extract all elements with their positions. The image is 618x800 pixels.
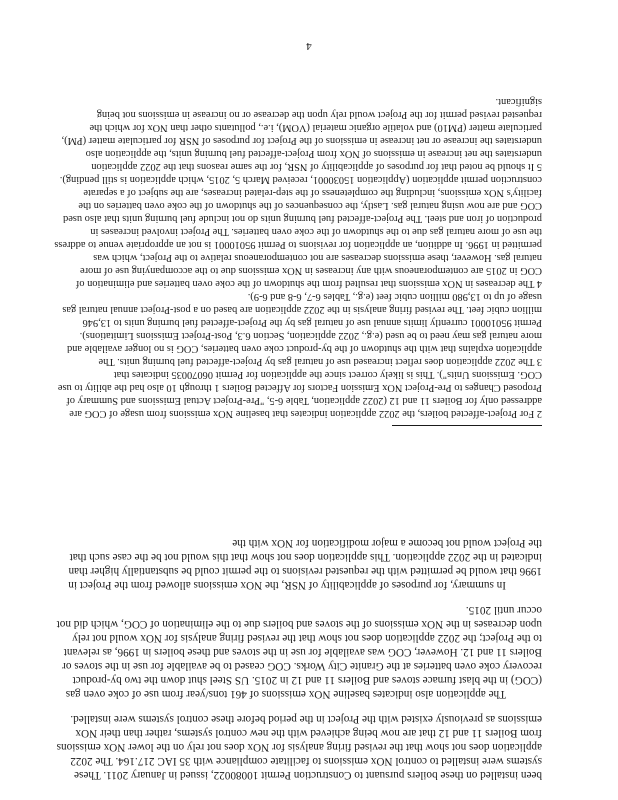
footnote-2: 2 For Project-affected boilers, the 2022 application indicates that baseline NOx emissions from usage of COG are addressed only for Boilers 11 and 12 (2022 application, Table 6-5, "Pre-Project Actual Emissions and Summary of Proposed Changes to Pre-Project NOx Emission Factors for Affected Boilers 1 through 10 also had the ability to use COG. Emissions Units"). This is likely correct since the application for Permit 06070035 indicates that	[57, 369, 542, 419]
body-paragraph-1: been installed on these boilers pursuant to Construction Permit 10080022, issued in January 2011. These systems were installed to control NOx emissions to facilitate compliance with 35 IAC 217.164. The 2022 application does not show that the revised firing analysis for NOx does not rely on the lower NOx emissions from Boilers 11 and 12 that are now being achieved with the new control systems, rather than their NOx emissions as previously existed with the Project in the period before these control systems were installed.	[56, 713, 542, 781]
body-paragraph-3: In summary, for purposes of applicability of NSR, the NOx emissions allowed from the Project in 1996 that would be permitted with the requested revisions to the permit could be substantially higher than indicated in the 2022 application. This application does not show that this would not be the case such that the Project would not become a major modification for NOx with the	[68, 537, 542, 591]
footnote-4: 4 The decreases in NOx emissions that resulted from the shutdown of the coke oven batteries and elimination of COG in 2015 are contemporaneous with any increases in NOx emissions due to the accompanying use of more natural gas. However, these emissions decreases are not contemporaneous relative to the Project, which was permitted in 1996. In addition, an application for revisions to Permit 95010001 is not an appropriate venue to address the use of more natural gas due to the shutdown of the coke oven batteries. The Project involved increases in production of iron and steel. The Project-affected fuel burning units do not include fuel burning units that also used COG and are now using natural gas. Lastly, the consequences of the shutdown of the coke oven batteries on the facility's NOx emissions, including the completeness of the step-related increases, are the subject of a separate construction permit application (Application 15030001, received March 5, 2015, which application is still pending).	[54, 174, 542, 289]
footnote-separator	[392, 425, 542, 426]
body-paragraph-2: The application also indicates baseline NOx emissions of 461 tons/year from use of coke oven gas (COG) in the blast furnace stoves and Boilers 11 and 12 in 2015. US Steel shut down the two by-product recovery coke oven batteries at the Granite City Works. COG ceased to be available for use in the stoves or Boilers 11 and 12. However, COG was available for use in the stoves and these boilers in 1996, as relevant to the Project; the 2022 application does not show that the revised firing analysis for NOx would not rely upon decreases in the NOx emissions of the stoves and boilers due to the elimination of COG, which did not occur until 2015.	[56, 604, 542, 700]
footnote-5: 5 It should be noted that for purposes of applicability of NSR, for the same reasons that the 2022 application understates the net increase in emissions of NOx from Project-affected fuel burning units, the application also understates the increase or net increase in emissions of the Project for purposes of NSR for particulate matter (PM), particulate matter (PM10) and volatile organic material (VOM), i.e., pollutants other than NOx for which the requested revised permit for the Project would rely upon the decrease or no increase in emissions not being significant.	[61, 96, 542, 172]
body-text	[54, 525, 542, 782]
footnote-3: 3 The 2022 application does reflect increased use of natural gas by Project-affected fuel burning units. The application explains that with the shutdown of the by-product coke oven batteries, COG is no longer available and more natural gas may need to be used (e.g., 2022 application, Section 6.3, Post-Project Emissions Limitations). Permit 95010001 currently limits annual use of natural gas by the Project-affected fuel burning units to 13,946 million cubic feet. The revised firing analysis in the 2022 application are based on a post-Project annual natural gas usage of up to 13,980 million cubic feet (e.g., Tables 6-7, 6-8 and 6-9).	[62, 291, 542, 367]
page-number: 4	[306, 40, 312, 52]
footnotes	[54, 95, 542, 420]
